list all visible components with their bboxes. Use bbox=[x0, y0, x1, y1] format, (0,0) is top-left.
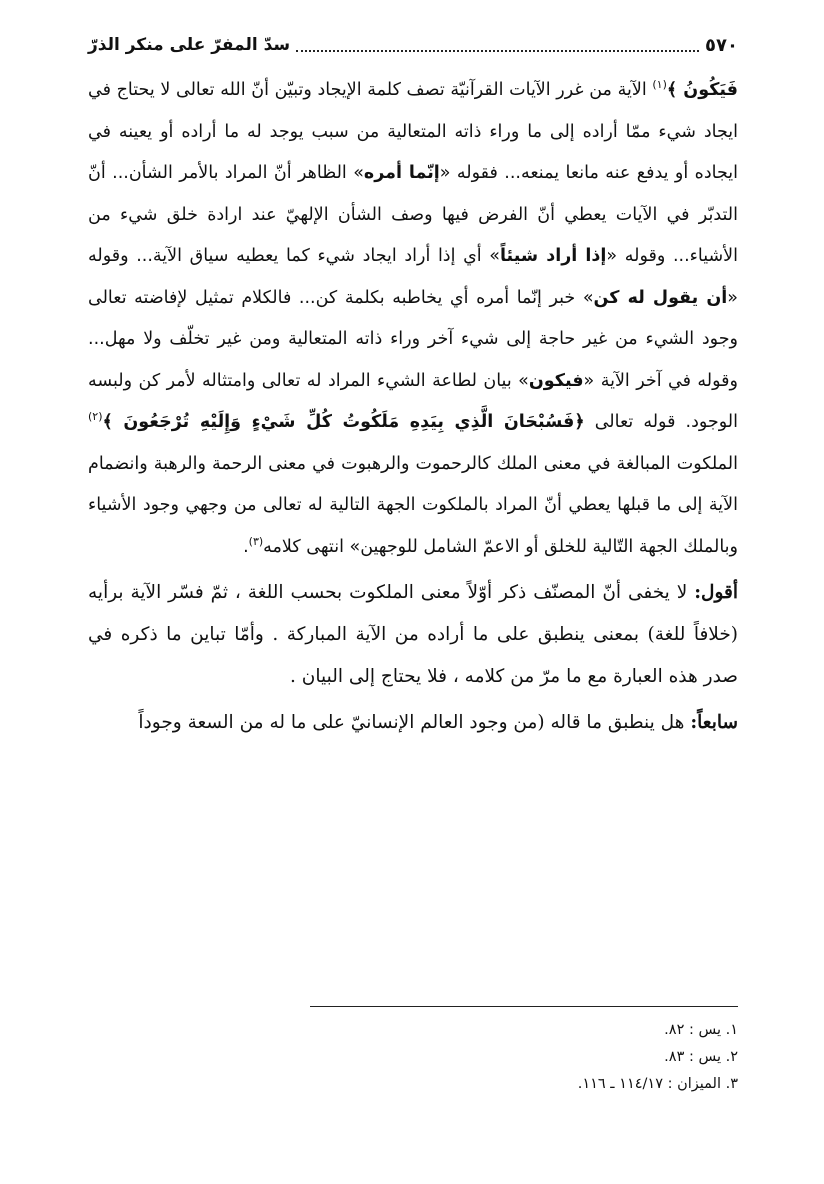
footnote-marker-3: (٣) bbox=[248, 534, 264, 548]
seventh-text: هل ينطبق ما قاله (من وجود العالم الإنسانيّ على ما له من السعة وجوداً bbox=[138, 712, 691, 733]
comment-text: لا يخفى أنّ المصنّف ذكر أوّلاً معنى الملكوت بحسب اللغة ، ثمّ فسّر الآية برأيه (خلافاً للغة) بمعنى ينطبق على ما أراده من الآية المباركة . وأمّا تباين ما ذكره في صدر هذه العبارة مع ما مرّ من كلامه ، فلا يحتاج إلى البيان . bbox=[88, 582, 738, 687]
author-comment bbox=[88, 572, 738, 698]
seventh-lead: سابعاً: bbox=[690, 712, 738, 733]
quoted-phrase-an-yaqula: أن يقول له كن bbox=[593, 287, 728, 308]
verse-end: فَيَكُونُ ﴾ bbox=[666, 80, 738, 100]
quote-text: الملكوت المبالغة في معنى الملك كالرحموت والرهبوت في معنى الرحمة والرهبة وانضمام الآية إلى ما قبلها يعطي أنّ المراد بالملكوت الجهة التالية له تعالى من وجهي وجود الأشياء وبالملك الجهة التّالية للخلق أو الاعمّ الشامل للوجهين» انتهى كلامه bbox=[88, 453, 738, 557]
quote-text: الآية من غرر الآيات القرآنيّة تصف كلمة الإيجاد وتبيّن أنّ الله تعالى لا يحتاج في ايجاد شيء ممّا أراده إلى ما وراء ذاته المتعالية من سبب يوجد له ما أراده أو يعينه في ايجاده أو يدفع عنه مانعا يمنعه... فقوله « bbox=[88, 80, 738, 183]
page-body bbox=[88, 70, 738, 744]
dotted-leader bbox=[296, 38, 699, 52]
page-number: ٥٧٠ bbox=[705, 34, 738, 56]
quoted-phrase-innama-amruhu: إنّما أمره bbox=[363, 163, 440, 183]
quote-text: » أي إذا أراد ايجاد شيء كما يعطيه سياق الآية... وقوله « bbox=[88, 246, 738, 308]
footnote-3: ٣. الميزان : ١١٤/١٧ ـ ١١٦. bbox=[577, 1076, 738, 1092]
comment-lead: أقول: bbox=[694, 582, 738, 603]
seventh-point bbox=[88, 702, 738, 744]
quote-text: » خبر إنّما أمره أي يخاطبه بكلمة كن... فالكلام تمثيل لإفاضته تعالى وجود الشيء من غير حاجة إلى شيء آخر وراء ذاته المتعالية ومن غير تخلّف ولا مهل... وقوله في آخر الآية « bbox=[88, 287, 738, 391]
quoted-commentary bbox=[88, 70, 738, 568]
running-title: سدّ المفرّ على منكر الذرّ bbox=[88, 35, 291, 55]
footnotes bbox=[88, 1006, 738, 1098]
quote-text: » الظاهر أنّ المراد بالأمر الشأن... أنّ التدبّر في الآيات يعطي أنّ الفرض فيها وصف الشأن الإلهيّ عند ارادة خلق شيء من الأشياء... وقوله « bbox=[88, 163, 738, 266]
page-header bbox=[88, 30, 738, 60]
quote-text: » بيان لطاعة الشيء المراد له تعالى وامتثاله لأمر كن ولبسه الوجود. قوله تعالى bbox=[88, 370, 738, 432]
quote-text: . bbox=[243, 536, 249, 557]
quoted-phrase-fayakun: فيكون bbox=[528, 370, 584, 391]
footnote-marker-2: (٢) bbox=[88, 410, 103, 424]
footnote-marker-1: (١) bbox=[652, 78, 667, 92]
quoted-phrase-idha-arada: إذا أراد شيئاً bbox=[499, 246, 607, 266]
footnote-1: ١. يس : ٨٢. bbox=[664, 1022, 738, 1038]
footnote-divider bbox=[310, 1006, 738, 1007]
quran-verse: ﴿فَسُبْحَانَ الَّذِي بِيَدِهِ مَلَكُوتُ كُلِّ شَيْءٍ وَإِلَيْهِ تُرْجَعُونَ ﴾ bbox=[102, 412, 585, 432]
footnote-2: ٢. يس : ٨٣. bbox=[664, 1049, 738, 1065]
